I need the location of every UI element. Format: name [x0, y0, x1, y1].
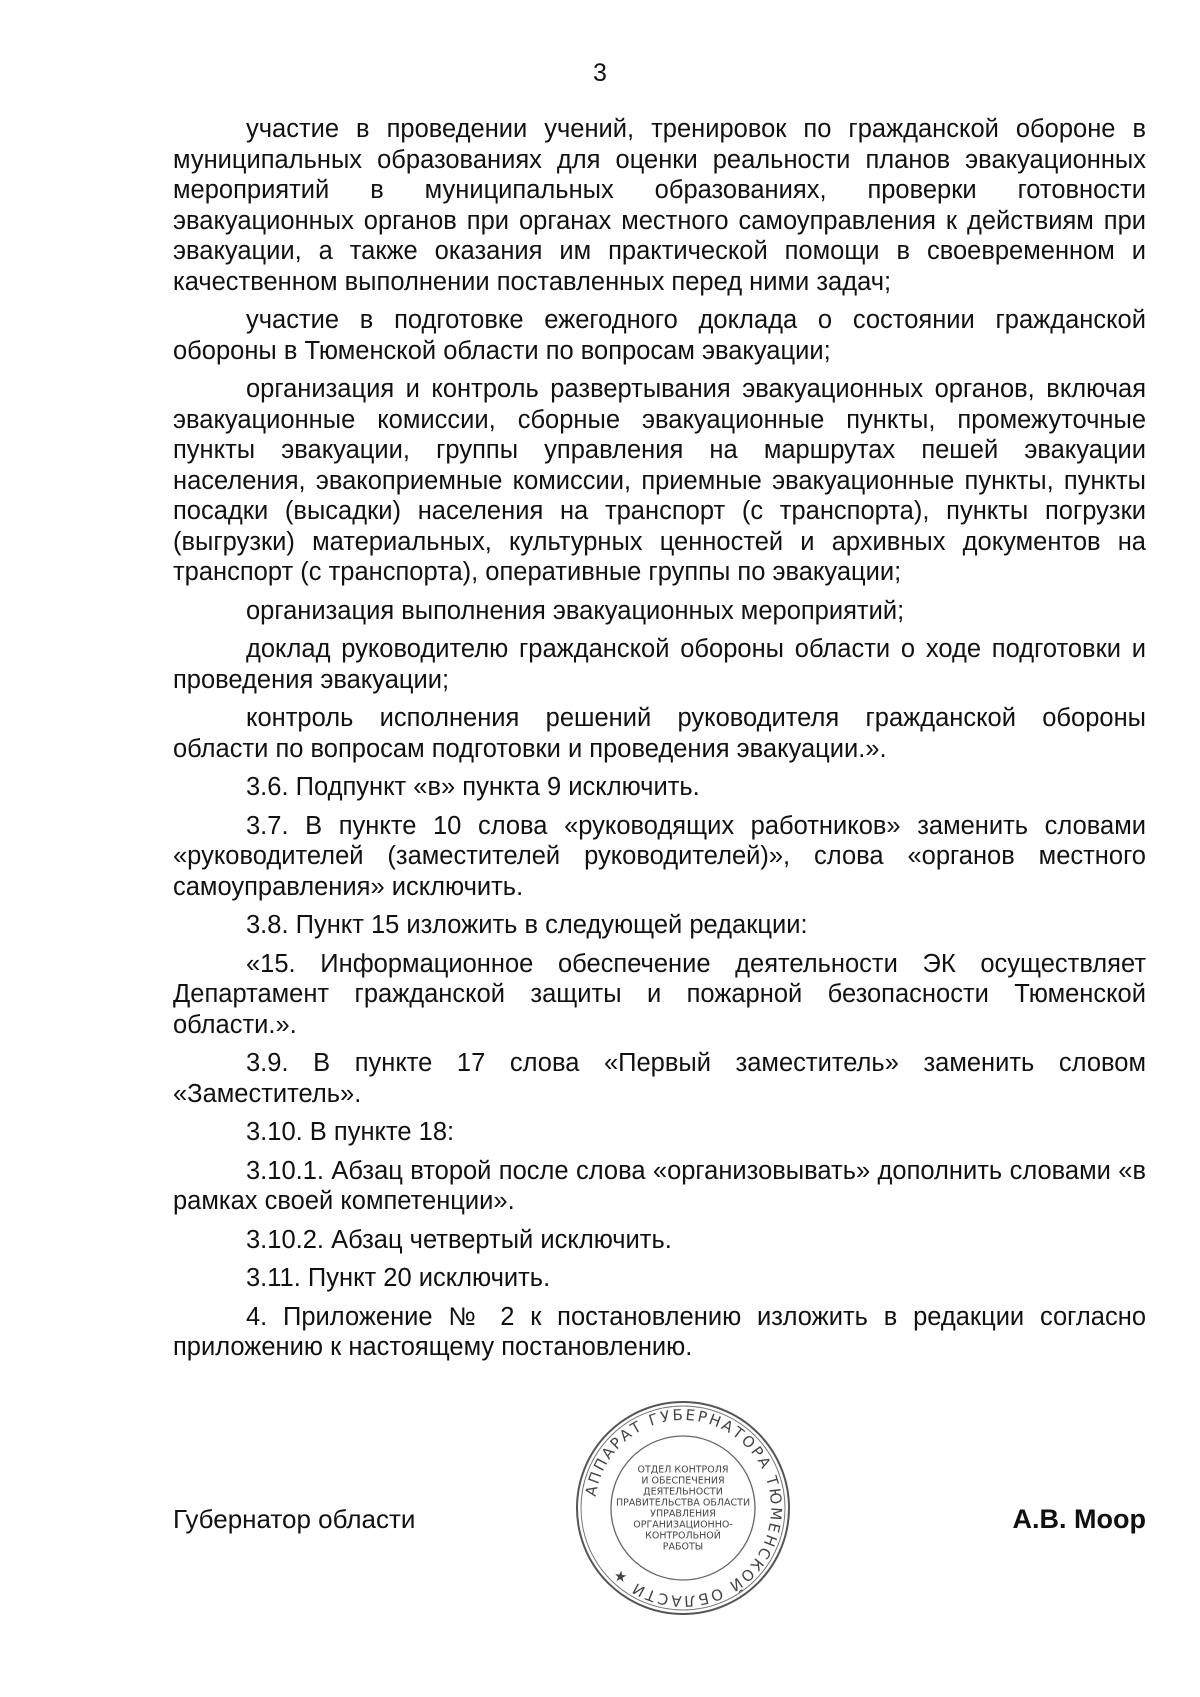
- signatory-position: Губернатор области: [173, 1504, 416, 1534]
- seal-inner-line: КОНТРОЛЬНОЙ: [645, 1530, 721, 1542]
- official-seal: [572, 1397, 794, 1619]
- paragraph: участие в подготовке ежегодного доклада о состоянии гражданской обороны в Тюменской области по вопросам эвакуации;: [173, 306, 1146, 365]
- seal-inner-line: ОТДЕЛ КОНТРОЛЯ: [637, 1464, 729, 1476]
- paragraph: контроль исполнения решений руководителя гражданской обороны области по вопросам подготовки и проведения эвакуации.».: [173, 704, 1146, 763]
- paragraph: 3.11. Пункт 20 исключить.: [246, 1264, 551, 1292]
- seal-inner-line: ПРАВИТЕЛЬСТВА ОБЛАСТИ: [615, 1497, 751, 1509]
- page-number: 3: [593, 59, 607, 87]
- seal-inner-line: ДЕЯТЕЛЬНОСТИ: [643, 1486, 723, 1498]
- seal-inner-line: УПРАВЛЕНИЯ: [650, 1508, 716, 1520]
- signatory-name: А.В. Моор: [1012, 1504, 1146, 1534]
- seal-inner-line: ОРГАНИЗАЦИОННО-: [633, 1519, 733, 1531]
- paragraph: 3.10.2. Абзац четвертый исключить.: [246, 1225, 672, 1254]
- paragraph: «15. Информационное обеспечение деятельности ЭК осуществляет Департамент гражданской защиты и пожарной безопасности Тюменской области.».: [173, 949, 1146, 1039]
- paragraph: 3.10.1. Абзац второй после слова «организовывать» дополнить словами «в рамках своей компетенции».: [173, 1156, 1146, 1215]
- seal-inner-line: И ОБЕСПЕЧЕНИЯ: [641, 1475, 725, 1487]
- seal-inner-line: РАБОТЫ: [662, 1541, 704, 1553]
- paragraph: 3.8. Пункт 15 изложить в следующей редакции:: [246, 911, 808, 939]
- paragraph: 3.6. Подпункт «в» пункта 9 исключить.: [246, 773, 700, 801]
- paragraph: участие в проведении учений, тренировок по гражданской обороне в муниципальных образованиях для оценки реальности планов эвакуационных мероприятий в муниципальных образованиях, проверки готовности эвакуационных органов при органах местного самоуправления к действиям при эвакуации, а также оказания им практической помощи в своевременном и качественном выполнении поставленных перед ними задач;: [173, 115, 1146, 296]
- paragraph: 3.7. В пункте 10 слова «руководящих работников» заменить словами «руководителей (заместителей руководителей)», слова «органов местного самоуправления» исключить.: [173, 811, 1146, 901]
- paragraph: 4. Приложение № 2 к постановлению изложить в редакции согласно приложению к настоящему постановлению.: [173, 1302, 1146, 1361]
- document-body: [173, 114, 1146, 1371]
- paragraph: организация и контроль развертывания эвакуационных органов, включая эвакуационные комиссии, сборные эвакуационные пункты, промежуточные пункты эвакуации, группы управления на маршрутах пешей эвакуации населения, эвакоприемные комиссии, приемные эвакуационные пункты, пункты посадки (высадки) населения на транспорт (с транспорта), пункты погрузки (выгрузки) материальных, культурных ценностей и архивных документов на транспорт (с транспорта), оперативные группы по эвакуации;: [173, 375, 1146, 586]
- paragraph: организация выполнения эвакуационных мероприятий;: [246, 596, 905, 625]
- paragraph: 3.9. В пункте 17 слова «Первый заместитель» заменить словом «Заместитель».: [173, 1049, 1146, 1108]
- seal-outer-text: АППАРАТ ГУБЕРНАТОРА ТЮМЕНСКОЙ ОБЛАСТИ ★: [581, 1405, 786, 1611]
- paragraph: доклад руководителю гражданской обороны области о ходе подготовки и проведения эвакуации;: [173, 635, 1146, 694]
- paragraph: 3.10. В пункте 18:: [246, 1118, 455, 1146]
